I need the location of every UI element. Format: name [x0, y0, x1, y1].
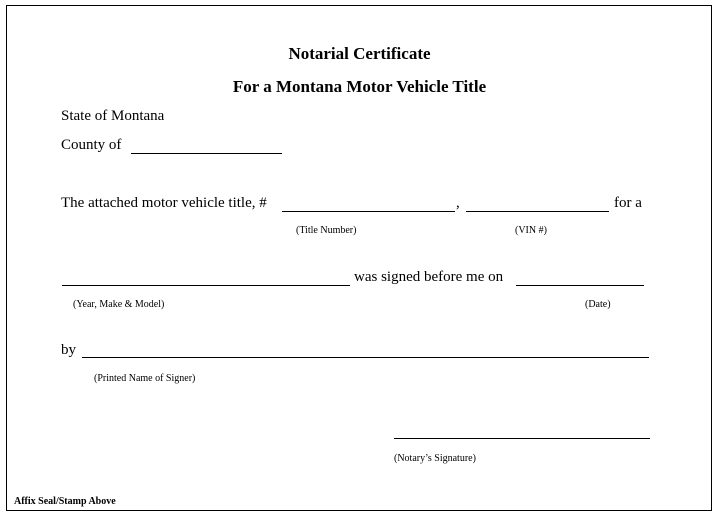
attached-title-text: The attached motor vehicle title, #	[61, 195, 267, 211]
seal-stamp-note: Affix Seal/Stamp Above	[14, 496, 116, 507]
notary-signature-field-line[interactable]	[394, 438, 650, 439]
comma-text: ,	[456, 195, 460, 211]
for-a-text: for a	[614, 195, 642, 211]
county-field-line[interactable]	[131, 153, 282, 154]
signer-caption: (Printed Name of Signer)	[94, 373, 196, 384]
vin-field-line[interactable]	[466, 211, 609, 212]
date-caption: (Date)	[585, 299, 611, 310]
vin-caption: (VIN #)	[515, 225, 547, 236]
vehicle-caption: (Year, Make & Model)	[73, 299, 165, 310]
title-number-field-line[interactable]	[282, 211, 455, 212]
by-label: by	[61, 342, 76, 358]
state-label: State of Montana	[61, 108, 165, 124]
certificate-subtitle: For a Montana Motor Vehicle Title	[232, 77, 487, 96]
title-number-caption: (Title Number)	[296, 225, 357, 236]
certificate-title: Notarial Certificate	[288, 44, 431, 63]
signer-name-field-line[interactable]	[82, 357, 649, 358]
vehicle-field-line[interactable]	[62, 285, 350, 286]
signed-before-text: was signed before me on	[354, 269, 504, 285]
notary-signature-caption: (Notary’s Signature)	[394, 453, 476, 464]
county-label: County of	[61, 137, 122, 153]
date-field-line[interactable]	[516, 285, 644, 286]
